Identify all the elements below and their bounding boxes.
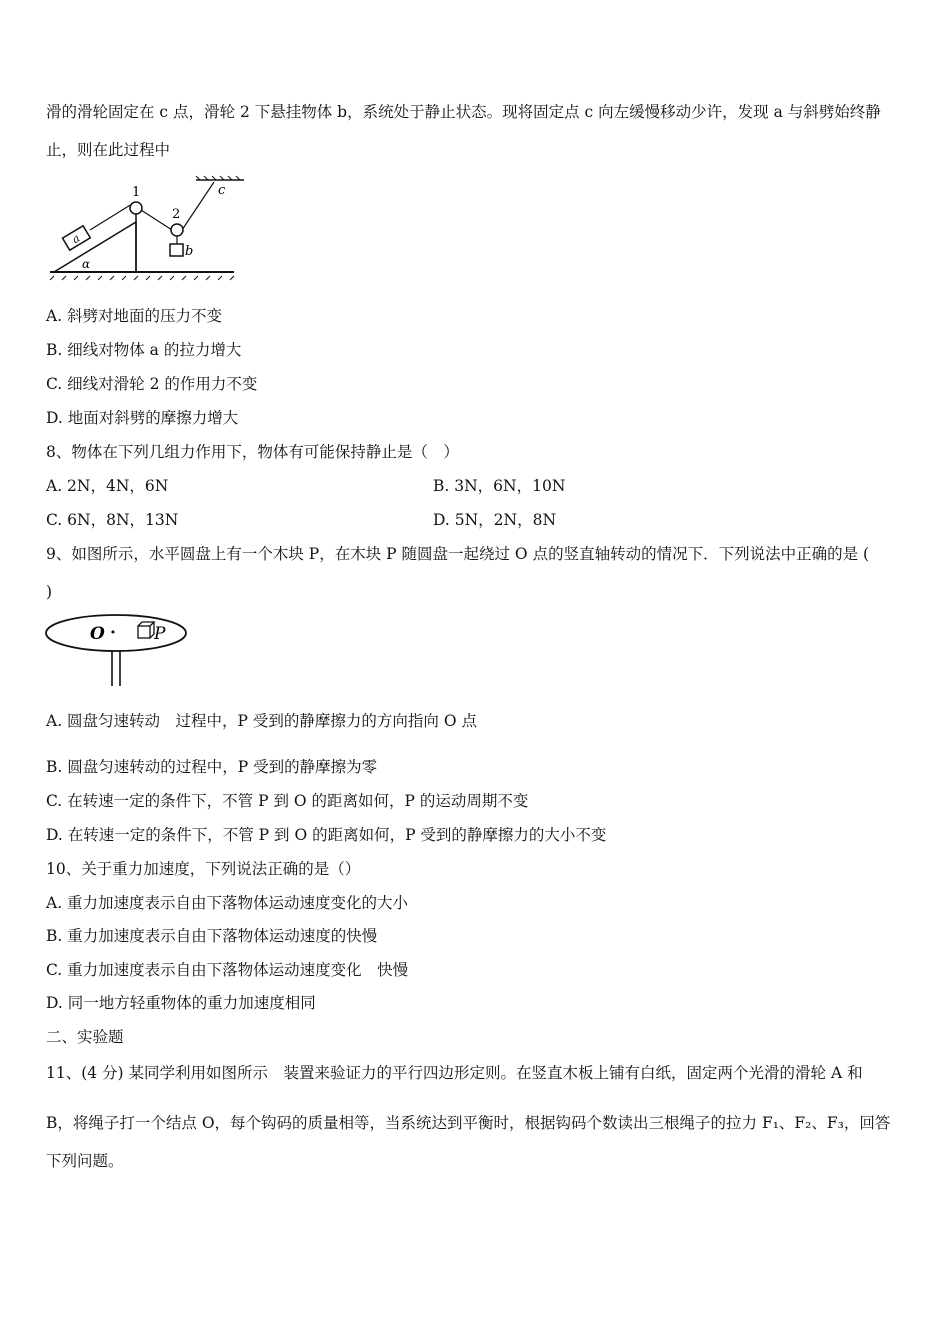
block-b-label: b xyxy=(185,244,194,259)
q10-option-b: B. 重力加速度表示自由下落物体运动速度的快慢 xyxy=(46,927,378,945)
q7-option-a: A. 斜劈对地面的压力不变 xyxy=(46,307,223,325)
q9-stem-line1: 9、如图所示，水平圆盘上有一个木块 P，在木块 P 随圆盘一起绕过 O 点的竖直轴转动的情况下．下列说法中正确的是 ( xyxy=(46,545,870,563)
pulley-1-label: 1 xyxy=(132,185,141,200)
q11-line2: B，将绳子打一个结点 O，每个钩码的质量相等，当系统达到平衡时，根据钩码个数读出三根绳子的拉力 F₁、F₂、F₃，回答 xyxy=(46,1114,891,1132)
q11-line3: 下列问题。 xyxy=(46,1152,124,1170)
block-a-label: a xyxy=(69,231,83,247)
q7-pulley-figure xyxy=(46,172,246,288)
center-o-label: O xyxy=(90,624,105,644)
q8-option-d: D. 5N，2N，8N xyxy=(433,511,557,529)
center-dot: · xyxy=(110,623,116,643)
q9-option-b: B. 圆盘匀速转动的过程中，P 受到的静摩擦为零 xyxy=(46,758,378,776)
q7-stem-line1: 滑的滑轮固定在 c 点，滑轮 2 下悬挂物体 b，系统处于静止状态。现将固定点 c 向左缓慢移动少许，发现 a 与斜劈始终静 xyxy=(46,103,881,121)
q8-option-a: A. 2N，4N，6N xyxy=(46,477,169,495)
q9-turntable-figure xyxy=(44,612,194,692)
q7-stem-line2: 止，则在此过程中 xyxy=(46,141,171,159)
q7-option-b: B. 细线对物体 a 的拉力增大 xyxy=(46,341,242,359)
q10-option-a: A. 重力加速度表示自由下落物体运动速度变化的大小 xyxy=(46,894,409,912)
q8-option-b: B. 3N，6N，10N xyxy=(433,477,566,495)
q7-option-d: D. 地面对斜劈的摩擦力增大 xyxy=(46,409,239,427)
q9-option-c: C. 在转速一定的条件下，不管 P 到 O 的距离如何，P 的运动周期不变 xyxy=(46,792,529,810)
q10-option-c: C. 重力加速度表示自由下落物体运动速度变化 快慢 xyxy=(46,961,409,979)
q9-option-a: A. 圆盘匀速转动 过程中，P 受到的静摩擦力的方向指向 O 点 xyxy=(46,712,477,730)
q10-option-d: D. 同一地方轻重物体的重力加速度相同 xyxy=(46,994,316,1012)
q7-option-c: C. 细线对滑轮 2 的作用力不变 xyxy=(46,375,258,393)
q8-option-c: C. 6N，8N，13N xyxy=(46,511,179,529)
q9-stem-line2: ) xyxy=(46,583,53,601)
q9-option-d: D. 在转速一定的条件下，不管 P 到 O 的距离如何，P 受到的静摩擦力的大小不变 xyxy=(46,826,607,844)
q10-stem: 10、关于重力加速度，下列说法正确的是（） xyxy=(46,860,361,878)
section-title: 二、实验题 xyxy=(46,1028,124,1046)
angle-alpha-label: α xyxy=(82,257,91,271)
q8-stem: 8、物体在下列几组力作用下，物体有可能保持静止是（ ） xyxy=(46,443,459,461)
point-c-label: c xyxy=(218,183,226,198)
block-p-label: P xyxy=(154,624,166,644)
pulley-2-label: 2 xyxy=(172,207,181,222)
q11-line1: 11、(4 分) 某同学利用如图所示 装置来验证力的平行四边形定则。在竖直木板上铺有白纸，固定两个光滑的滑轮 A 和 xyxy=(46,1064,863,1082)
